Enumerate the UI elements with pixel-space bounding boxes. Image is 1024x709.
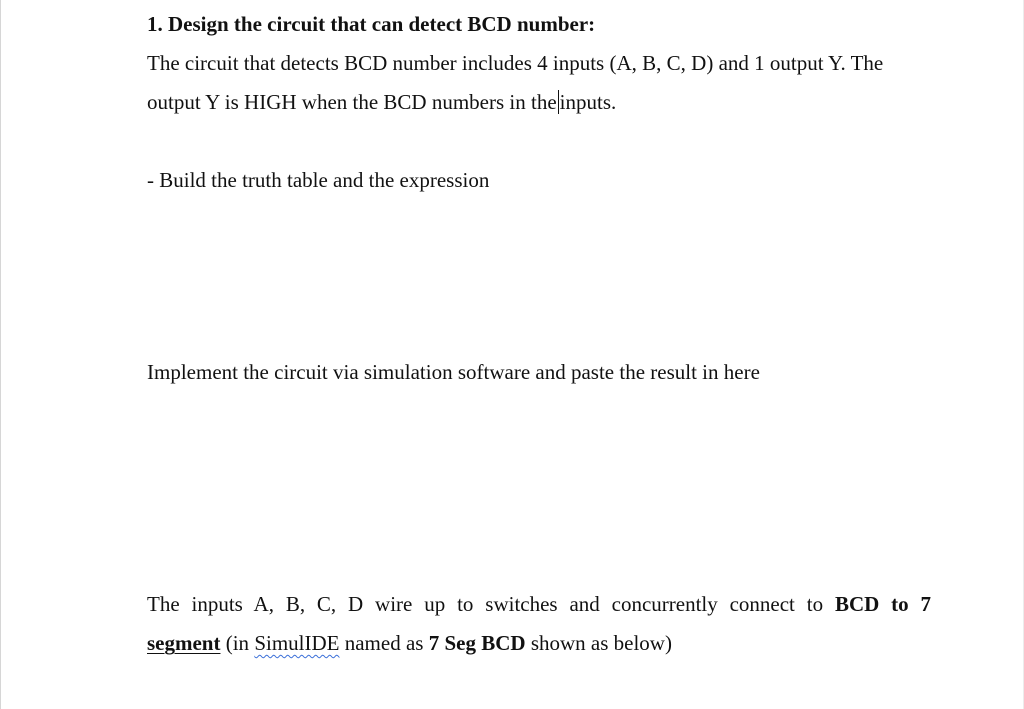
paragraph-3-line-2 (147, 630, 672, 656)
paragraph-1-line-2-end: inputs. (559, 90, 617, 114)
implement-instruction: Implement the circuit via simulation software and paste the result in here (147, 360, 760, 384)
seven-seg-bcd-bold: 7 Seg BCD (428, 631, 526, 655)
simulide-spellcheck-word[interactable]: SimulIDE (254, 631, 340, 655)
paragraph-3-line-1 (147, 591, 931, 617)
bcd-to-7-bold: BCD to 7 (834, 592, 931, 616)
paragraph-3-line-1-text: The inputs A, B, C, D wire up to switches and concurrently connect to (147, 592, 824, 616)
segment-underlined-word: segment (147, 631, 221, 655)
paragraph-3-text-b: named as (339, 631, 429, 655)
text-cursor (558, 90, 559, 114)
truth-table-task: - Build the truth table and the expression (147, 168, 490, 192)
page-left-edge (0, 0, 1, 709)
paragraph-3-text-a: (in (220, 631, 255, 655)
paragraph-1-line-1: The circuit that detects BCD number includes 4 inputs (A, B, C, D) and 1 output Y. The (147, 51, 884, 75)
question-heading: 1. Design the circuit that can detect BCD number: (147, 12, 596, 36)
paragraph-1-line-2-start: output Y is HIGH when the BCD numbers in the (147, 90, 557, 114)
paragraph-1-line-2 (147, 89, 616, 115)
paragraph-3-text-c: shown as below) (525, 631, 672, 655)
